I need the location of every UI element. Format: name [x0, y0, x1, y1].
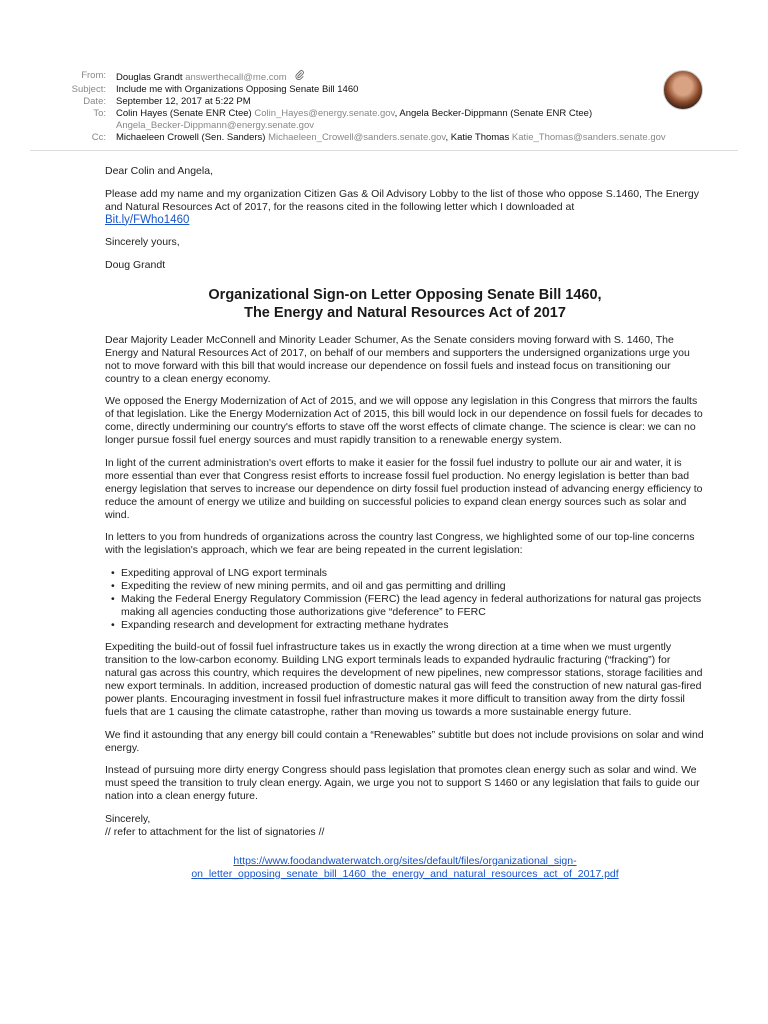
date-text: September 12, 2017 at 5:22 PM — [116, 96, 251, 107]
concerns-list — [105, 567, 705, 632]
date-row — [30, 96, 740, 108]
letter-title-line-2: The Energy and Natural Resources Act of 2017 — [244, 304, 566, 321]
recipient-1-name[interactable]: Colin Hayes (Senate ENR Ctee) — [116, 108, 252, 119]
bullet-icon: • — [111, 618, 115, 631]
sender-address[interactable]: answerthecall@me.com — [185, 72, 287, 83]
letter-paragraph-1: Dear Majority Leader McConnell and Minority Leader Schumer, As the Senate considers moving forward with S. 1460, The Energy and Natural Resources Act of 2017, on behalf of our members and supporters the undersigned organizations urge you not to move forward with this bill that would increase our dependence on fossil fuels and instead focus on transitioning our country to a clean energy economy. — [105, 333, 690, 385]
letter-paragraph-6: We find it astounding that any energy bill could contain a “Renewables” subtitle but does not include provisions on solar and wind energy. — [105, 728, 704, 754]
from-label: From: — [81, 70, 106, 81]
cc-row: Cc: Michaeleen Crowell (Sen. Sanders) Michaeleen_Crowell@sanders.senate.gov, Katie Thomas Katie_Thomas@sanders.senate.gov — [30, 132, 740, 144]
recipient-1-address[interactable]: Colin_Hayes@energy.senate.gov — [254, 108, 395, 119]
from-row — [30, 70, 740, 84]
bullet-icon: • — [111, 592, 115, 605]
source-url-line-1[interactable]: https://www.foodandwaterwatch.org/sites/default/files/organizational_sign- — [233, 854, 577, 867]
header-divider — [30, 150, 738, 151]
letter-paragraph-4: In letters to you from hundreds of organizations across the country last Congress, we highlighted some of our top-line concerns with the legislation's approach, which we fear are being repeated in the current legislation: — [105, 531, 695, 556]
bullet-icon: • — [111, 566, 115, 579]
cc-2-name[interactable]: Katie Thomas — [450, 132, 510, 143]
list-item: • Expanding research and development for extracting methane hydrates — [111, 618, 449, 631]
to-label: To: — [93, 108, 106, 119]
subject-row — [30, 84, 740, 96]
attachment-note: // refer to attachment for the list of signatories // — [105, 825, 325, 838]
signature: Doug Grandt — [105, 258, 166, 271]
paperclip-icon[interactable] — [295, 70, 304, 84]
list-item: • Expediting the review of new mining permits, and oil and gas permitting and drilling — [111, 579, 506, 592]
subject-label: Subject: — [71, 84, 106, 95]
subject-text: Include me with Organizations Opposing Senate Bill 1460 — [116, 84, 359, 95]
letter-paragraph-5: Expediting the build-out of fossil fuel infrastructure takes us in exactly the wrong direction at a time when we must urgently transition to the low-carbon economy. Building LNG export terminals leads to expanded hydraulic fracturing (“fracking”) for natural gas across this country, which requires the development of new pipelines, new compressor stations, storage facilities and new export terminals. In addition, increased production of domestic natural gas will feed the construction of new natural gas-fired power plants. Encouraging investment in fossil fuel infrastructure makes it more difficult to transition away from the dirty fossil fuels that are 1 causing the climate catastrophe, rather than moving us towards a more sustainable energy future. — [105, 641, 703, 718]
cover-paragraph-text: Please add my name and my organization Citizen Gas & Oil Advisory Lobby to the list of those who oppose S.1460, The Energy and Natural Resources Act of 2017, for the reasons cited in the following letter which I downloaded at — [105, 187, 699, 213]
letter-paragraph-2: We opposed the Energy Modernization of Act of 2015, and we will oppose any legislation in this Congress that mirrors the faults of that legislation. Like the Energy Modernization Act of 2015, this bill would lock in our dependence on fossil fuels for decades to come, directly undermining our country's efforts to stave off the worst effects of climate change. The science is clear: we can no longer pursue fossil fuel energy sources and must rapidly transition to a renewable energy system. — [105, 395, 703, 446]
list-item: • Expediting approval of LNG export terminals — [111, 566, 328, 579]
sender-avatar — [663, 70, 703, 110]
bullet-icon: • — [111, 579, 115, 592]
date-label: Date: — [83, 96, 106, 107]
email-body — [105, 165, 705, 881]
cc-1-name[interactable]: Michaeleen Crowell (Sen. Sanders) — [116, 132, 266, 143]
sign-off: Sincerely, — [105, 812, 151, 825]
letter-title — [105, 286, 705, 322]
list-item: • Making the Federal Energy Regulatory Commission (FERC) the lead agency in federal authorizations for natural gas projects making all agencies conducting those authorizations give “deference” to FERC — [111, 592, 702, 618]
to-row-continued — [30, 120, 740, 132]
letter-paragraph-7: Instead of pursuing more dirty energy Congress should pass legislation that promotes clean energy such as solar and wind. We must speed the transition to truly clean energy. Again, we urge you not to support S 1460 or any legislation that fails to guide our nation into a clean energy future. — [105, 764, 700, 802]
letter-title-line-1: Organizational Sign-on Letter Opposing Senate Bill 1460, — [208, 286, 602, 303]
short-link[interactable]: Bit.ly/FWho1460 — [105, 213, 190, 226]
cc-1-address[interactable]: Michaeleen_Crowell@sanders.senate.gov — [268, 132, 446, 143]
source-url[interactable] — [105, 855, 705, 881]
recipient-2-name[interactable]: Angela Becker-Dippmann (Senate ENR Ctee) — [399, 108, 593, 119]
source-url-line-2[interactable]: on_letter_opposing_senate_bill_1460_the_energy_and_natural_resources_act_of_2017.pdf — [191, 867, 619, 880]
to-row: To: Colin Hayes (Senate ENR Ctee) Colin_Hayes@energy.senate.gov, Angela Becker-Dippmann (Senate ENR Ctee) — [30, 108, 740, 120]
sign-off-block — [105, 813, 705, 839]
sender-name[interactable]: Douglas Grandt — [116, 72, 183, 83]
cc-label: Cc: — [91, 132, 106, 143]
recipient-2-address[interactable]: Angela_Becker-Dippmann@energy.senate.gov — [116, 120, 315, 131]
greeting: Dear Colin and Angela, — [105, 165, 213, 177]
letter-paragraph-3: In light of the current administration's overt efforts to make it easier for the fossil fuel industry to pollute our air and water, it is more essential than ever that Congress resist efforts to increase fossil fuel production. No energy legislation is better than bad energy legislation that serves to increase our dependence on dirty fossil fuel production instead of advancing energy efficiency to reduce the amount of energy we utilize and building on successful policies to expand clean energy sources such as solar and wind. — [105, 456, 703, 521]
closing: Sincerely yours, — [105, 236, 180, 248]
cc-2-address[interactable]: Katie_Thomas@sanders.senate.gov — [511, 132, 666, 143]
cover-paragraph — [105, 188, 705, 227]
email-header — [30, 70, 740, 144]
